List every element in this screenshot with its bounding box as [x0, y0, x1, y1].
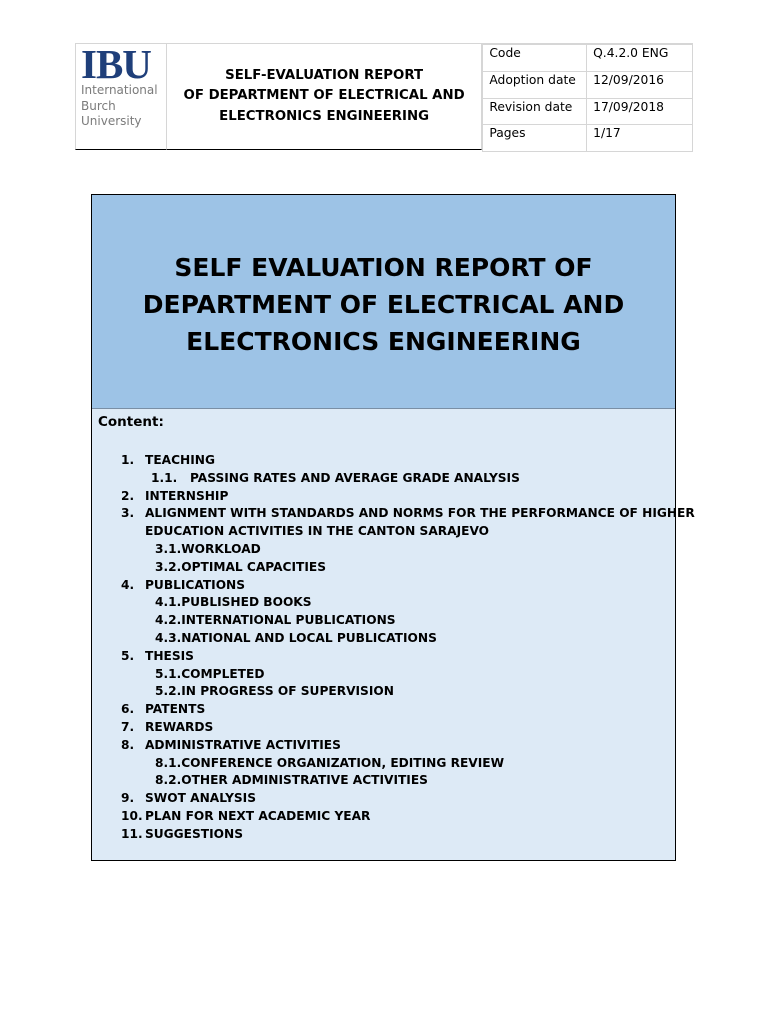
- toc-item-number: 7.: [121, 719, 135, 734]
- header-title: [167, 44, 482, 150]
- toc-item: [92, 505, 695, 523]
- toc-item-number: 2.: [121, 488, 135, 503]
- toc-item-number: 1.1.: [151, 470, 178, 485]
- toc-item: [92, 541, 675, 559]
- toc-item: [92, 523, 675, 541]
- toc-item: [92, 719, 675, 737]
- meta-row-revision-date: [483, 98, 693, 125]
- toc-item: [92, 559, 675, 577]
- toc-item-text: PUBLICATIONS: [145, 577, 246, 592]
- toc-item-text: 4.3.NATIONAL AND LOCAL PUBLICATIONS: [155, 630, 437, 645]
- toc-item: [92, 452, 675, 470]
- logo-university-name: [81, 83, 158, 130]
- meta-row-adoption-date: [483, 71, 693, 98]
- toc-item-number: 6.: [121, 702, 135, 717]
- toc-item: [92, 755, 675, 773]
- toc-item: [92, 808, 675, 826]
- toc-item-text: ALIGNMENT WITH STANDARDS AND NORMS FOR THE PERFORMANCE OF HIGHER: [145, 506, 695, 521]
- toc-item: [92, 790, 675, 808]
- toc-item-text: 3.2.OPTIMAL CAPACITIES: [155, 559, 326, 574]
- toc-item: [92, 630, 675, 648]
- meta-value: Q.4.2.0 ENG: [587, 45, 693, 72]
- toc-item-text: INTERNSHIP: [145, 488, 229, 503]
- toc-item-number: 5.: [121, 648, 135, 663]
- toc-item-text: SUGGESTIONS: [145, 826, 243, 841]
- meta-row-code: [483, 45, 693, 72]
- toc-item: [92, 577, 675, 595]
- toc-item-text: 3.1.WORKLOAD: [155, 541, 261, 556]
- toc-item: [92, 488, 675, 506]
- report-title-banner: [92, 195, 675, 409]
- meta-row-pages: [483, 125, 693, 152]
- toc-item-number: 3.: [121, 506, 135, 521]
- toc-item-text: PATENTS: [145, 702, 206, 717]
- logo-line: University: [81, 114, 142, 128]
- document-header: [75, 43, 693, 152]
- logo-cell: [75, 41, 167, 150]
- toc-item-text: 4.1.PUBLISHED BOOKS: [155, 595, 312, 610]
- toc-item-text: EDUCATION ACTIVITIES IN THE CANTON SARAJEVO: [145, 524, 490, 539]
- meta-value: 17/09/2018: [587, 98, 693, 125]
- toc-item-text: REWARDS: [145, 719, 214, 734]
- toc-item-text: SWOT ANALYSIS: [145, 791, 256, 806]
- report-title-line: SELF EVALUATION REPORT OF: [174, 253, 593, 282]
- meta-label: Pages: [483, 125, 587, 152]
- contents-heading: Content:: [98, 414, 164, 430]
- meta-label: Adoption date: [483, 71, 587, 98]
- table-of-contents: [92, 409, 695, 860]
- toc-item-number: 11.: [121, 826, 143, 841]
- header-title-line: ELECTRONICS ENGINEERING: [219, 108, 430, 124]
- toc-item: [92, 701, 675, 719]
- ibu-logo: IBU: [81, 41, 151, 87]
- toc-item: [92, 737, 675, 755]
- report-cover-box: [91, 194, 695, 861]
- toc-item-text: TEACHING: [145, 453, 215, 467]
- toc-item: [92, 683, 675, 701]
- toc-item-text: 5.2.IN PROGRESS OF SUPERVISION: [155, 684, 394, 699]
- toc-item: [92, 666, 675, 684]
- meta-value: 12/09/2016: [587, 71, 693, 98]
- toc-item: [92, 772, 675, 790]
- toc-list: [92, 452, 695, 844]
- report-title-line: DEPARTMENT OF ELECTRICAL AND: [142, 290, 625, 319]
- toc-item-text: PASSING RATES AND AVERAGE GRADE ANALYSIS: [190, 470, 520, 485]
- toc-item: [92, 470, 675, 488]
- toc-item: [92, 612, 675, 630]
- header-title-line: SELF-EVALUATION REPORT: [225, 67, 424, 83]
- document-meta-table: [482, 44, 693, 152]
- toc-item-number: 9.: [121, 791, 135, 806]
- toc-item-number: 8.: [121, 737, 135, 752]
- toc-item-text: ADMINISTRATIVE ACTIVITIES: [145, 737, 341, 752]
- toc-item-text: 5.1.COMPLETED: [155, 666, 265, 681]
- toc-item-number: 10.: [121, 808, 143, 823]
- logo-line: Burch: [81, 98, 116, 113]
- toc-item-text: 8.1.CONFERENCE ORGANIZATION, EDITING REVIEW: [155, 755, 505, 770]
- toc-item-text: 8.2.OTHER ADMINISTRATIVE ACTIVITIES: [155, 773, 428, 788]
- meta-label: Code: [483, 45, 587, 72]
- toc-item-text: 4.2.INTERNATIONAL PUBLICATIONS: [155, 613, 396, 628]
- logo-line: International: [81, 83, 158, 97]
- toc-item-number: 1.: [121, 453, 135, 467]
- toc-item: [92, 648, 675, 666]
- toc-item: [92, 826, 675, 844]
- meta-value: 1/17: [587, 125, 693, 152]
- header-title-line: OF DEPARTMENT OF ELECTRICAL AND: [183, 88, 465, 104]
- meta-label: Revision date: [483, 98, 587, 125]
- toc-item: [92, 594, 675, 612]
- toc-item-text: THESIS: [145, 648, 194, 663]
- report-title-line: ELECTRONICS ENGINEERING: [186, 327, 581, 356]
- toc-item-number: 4.: [121, 577, 135, 592]
- toc-item-text: PLAN FOR NEXT ACADEMIC YEAR: [145, 808, 371, 823]
